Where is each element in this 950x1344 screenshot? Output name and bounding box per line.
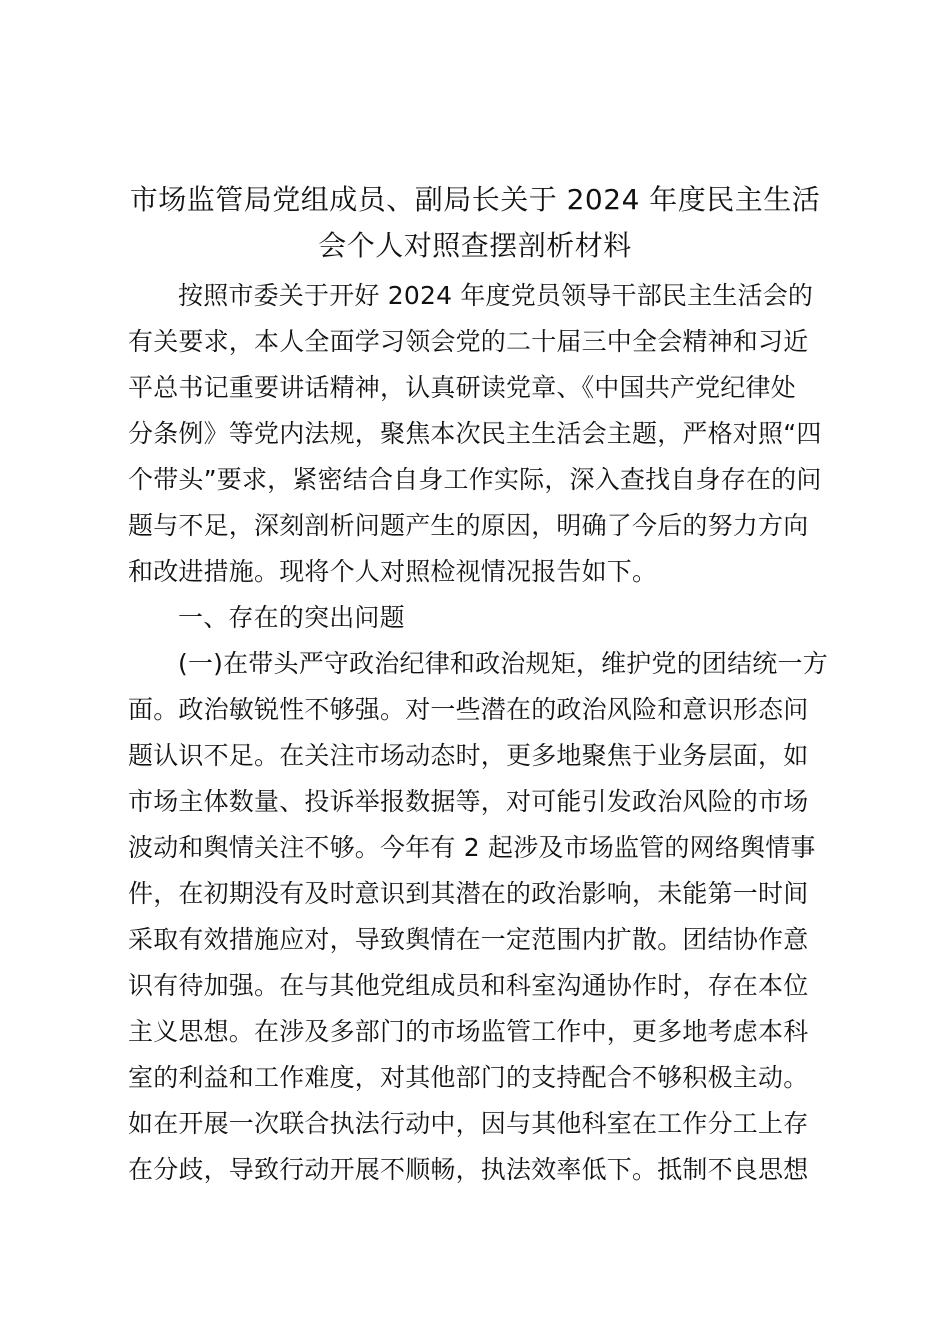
paragraph-line: 主义思想。在涉及多部门的市场监管工作中，更多地考虑本科 <box>128 1017 809 1046</box>
paragraph-line: 面。政治敏锐性不够强。对一些潜在的政治风险和意识形态问 <box>128 695 809 724</box>
paragraph-line: 按照市委关于开好 2024 年度党员领导干部民主生活会的 <box>178 281 814 310</box>
paragraph-line: 和改进措施。现将个人对照检视情况报告如下。 <box>128 557 658 586</box>
paragraph-line: 题与不足，深刻剖析问题产生的原因，明确了今后的努力方向 <box>128 511 809 540</box>
document-title-line-1: 市场监管局党组成员、副局长关于 2024 年度民主生活 <box>129 183 821 216</box>
paragraph-line: 波动和舆情关注不够。今年有 2 起涉及市场监管的网络舆情事 <box>128 833 816 862</box>
paragraph-line: 在分歧，导致行动开展不顺畅，执法效率低下。抵制不良思想 <box>128 1155 809 1184</box>
paragraph-line: 识有待加强。在与其他党组成员和科室沟通协作时，存在本位 <box>128 971 809 1000</box>
subsection-heading-line: (一)在带头严守政治纪律和政治规矩，维护党的团结统一方 <box>178 649 828 678</box>
paragraph-line: 采取有效措施应对，导致舆情在一定范围内扩散。团结协作意 <box>128 925 809 954</box>
paragraph-line: 如在开展一次联合执法行动中，因与其他科室在工作分工上存 <box>128 1109 809 1138</box>
paragraph-line: 有关要求，本人全面学习领会党的二十届三中全会精神和习近 <box>128 327 809 356</box>
paragraph-line: 平总书记重要讲话精神，认真研读党章、《中国共产党纪律处 <box>128 373 796 402</box>
paragraph-line: 分条例》等党内法规，聚焦本次民主生活会主题，严格对照“四 <box>128 419 822 448</box>
paragraph-line: 室的利益和工作难度，对其他部门的支持配合不够积极主动。 <box>128 1063 809 1092</box>
document-title-line-2: 会个人对照查摆剖析材料 <box>318 229 632 262</box>
paragraph-line: 件，在初期没有及时意识到其潜在的政治影响，未能第一时间 <box>128 879 809 908</box>
paragraph-line: 题认识不足。在关注市场动态时，更多地聚焦于业务层面，如 <box>128 741 809 770</box>
paragraph-line: 个带头”要求，紧密结合自身工作实际，深入查找自身存在的问 <box>128 465 822 494</box>
section-heading: 一、存在的突出问题 <box>178 603 405 632</box>
paragraph-line: 市场主体数量、投诉举报数据等，对可能引发政治风险的市场 <box>128 787 809 816</box>
